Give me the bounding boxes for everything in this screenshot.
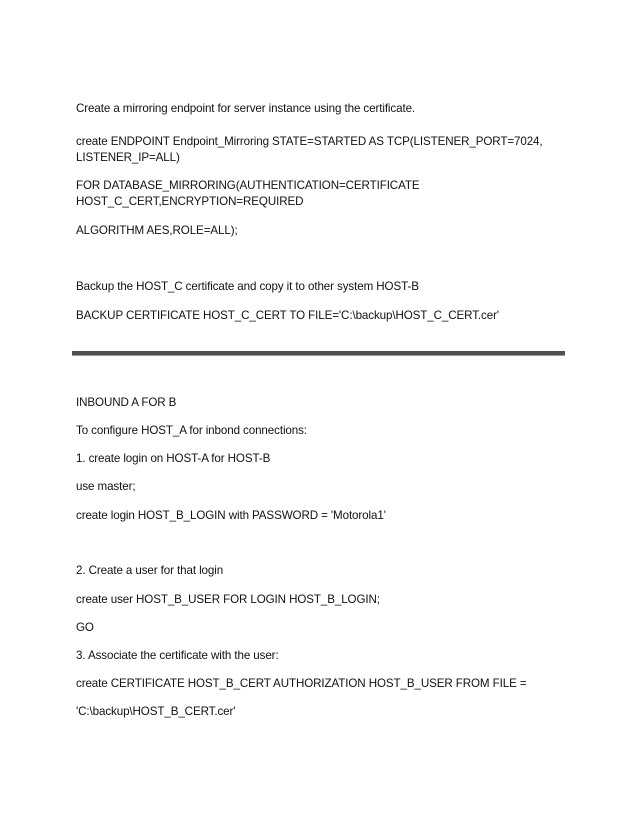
step-1-text: 1. create login on HOST-A for HOST-B xyxy=(76,452,271,465)
use-master-code: use master; xyxy=(76,480,136,493)
backup-intro-text: Backup the HOST_C certificate and copy it to other system HOST-B xyxy=(76,280,419,293)
create-user-code: create user HOST_B_USER FOR LOGIN HOST_B_LOGIN; xyxy=(76,593,380,606)
mirroring-auth-code-line-1: FOR DATABASE_MIRRORING(AUTHENTICATION=CERTIFICATE xyxy=(76,179,420,192)
step-2-text: 2. Create a user for that login xyxy=(76,564,224,577)
create-login-code: create login HOST_B_LOGIN with PASSWORD = 'Motorola1' xyxy=(76,509,386,522)
create-certificate-code-line-2: 'C:\backup\HOST_B_CERT.cer' xyxy=(76,705,236,718)
endpoint-intro-text: Create a mirroring endpoint for server instance using the certificate. xyxy=(76,102,416,115)
create-endpoint-code-line-1: create ENDPOINT Endpoint_Mirroring STATE=STARTED AS TCP(LISTENER_PORT=7024, xyxy=(76,135,543,148)
step-3-text: 3. Associate the certificate with the user: xyxy=(76,649,279,662)
backup-certificate-code: BACKUP CERTIFICATE HOST_C_CERT TO FILE='C:\backup\HOST_C_CERT.cer' xyxy=(76,309,499,322)
go-code: GO xyxy=(76,621,94,634)
inbound-heading: INBOUND A FOR B xyxy=(76,396,177,409)
horizontal-divider xyxy=(72,351,565,356)
algorithm-code-line: ALGORITHM AES,ROLE=ALL); xyxy=(76,224,238,237)
mirroring-auth-code-line-2: HOST_C_CERT,ENCRYPTION=REQUIRED xyxy=(76,195,304,208)
create-endpoint-code-line-2: LISTENER_IP=ALL) xyxy=(76,151,180,164)
create-certificate-code-line-1: create CERTIFICATE HOST_B_CERT AUTHORIZATION HOST_B_USER FROM FILE = xyxy=(76,677,527,690)
configure-intro-text: To configure HOST_A for inbond connections: xyxy=(76,424,307,437)
